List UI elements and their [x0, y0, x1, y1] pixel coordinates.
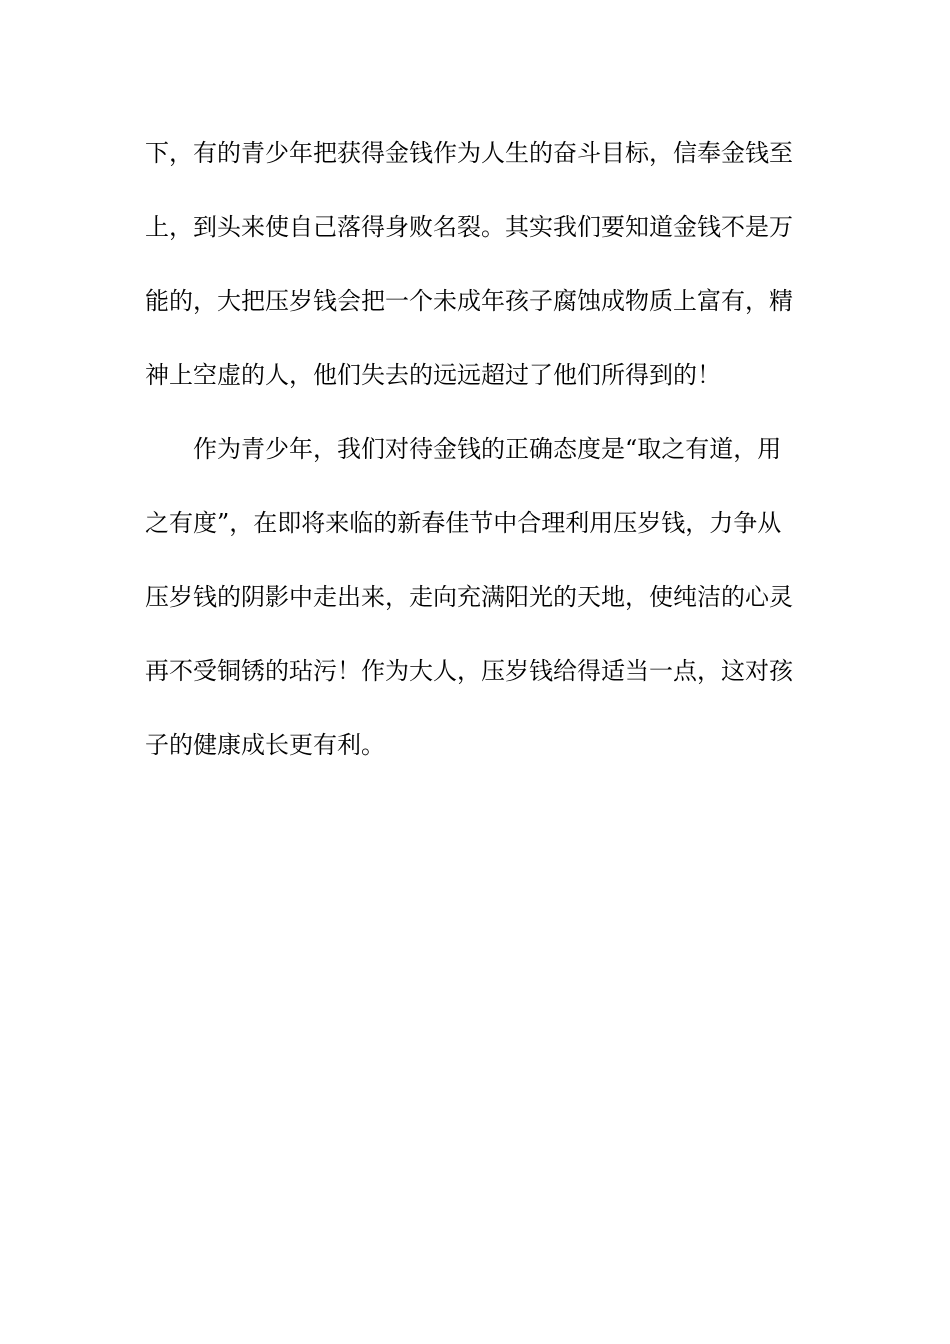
text-line: 神上空虚的人，他们失去的远远超过了他们所得到的！ — [145, 361, 721, 389]
text-line: 再不受铜锈的玷污！作为大人，压岁钱给得适当一点，这对孩 — [145, 657, 793, 685]
text-line: 能的，大把压岁钱会把一个未成年孩子腐蚀成物质上富有，精 — [145, 287, 793, 315]
text-line: 压岁钱的阴影中走出来，走向充满阳光的天地，使纯洁的心灵 — [145, 583, 793, 611]
text-line: 下，有的青少年把获得金钱作为人生的奋斗目标，信奉金钱至 — [145, 139, 793, 167]
text-line: 之有度”，在即将来临的新春佳节中合理利用压岁钱，力争从 — [145, 509, 782, 537]
text-line: 上，到头来使自己落得身败名裂。其实我们要知道金钱不是万 — [145, 213, 793, 241]
paragraph-1 — [145, 128, 810, 424]
document-body — [145, 128, 810, 794]
text-line: 子的健康成长更有利。 — [145, 731, 385, 759]
text-line: 作为青少年，我们对待金钱的正确态度是“取之有道，用 — [193, 435, 782, 463]
paragraph-2 — [145, 424, 810, 794]
